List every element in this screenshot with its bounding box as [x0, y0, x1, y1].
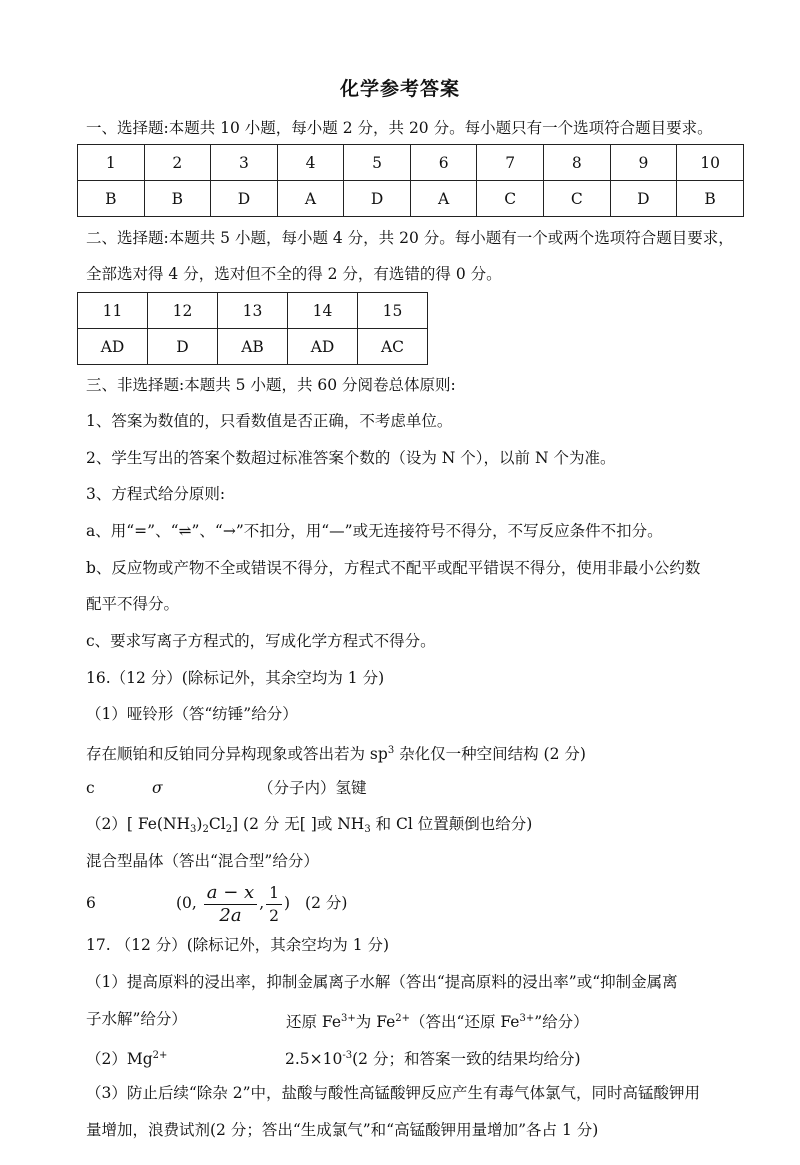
rule-b-line2: 配平不得分。	[86, 595, 180, 613]
subscript: 2	[225, 824, 233, 835]
denominator: 2a	[219, 904, 242, 926]
table-row-numbers	[78, 145, 744, 181]
answer-sigma: σ	[152, 779, 163, 797]
superscript: 3+	[519, 1013, 535, 1024]
text-segment: 和 Cl 位置颠倒也给分)	[370, 815, 533, 833]
text-segment: 存在顺铂和反铂同分异构现象或答出若为 sp	[86, 745, 388, 763]
q17-part3-line2: 量增加，浪费试剂(2 分；答出“生成氯气”和“高锰酸钾用量增加”各占 1 分)	[86, 1121, 599, 1139]
question-number: 6	[410, 145, 477, 181]
question-number: 15	[358, 293, 428, 329]
rule-b-line1: b、反应物或产物不全或错误不得分，方程式不配平或配平错误不得分，使用非最小公约数	[86, 559, 701, 577]
subscript: 2	[202, 824, 209, 835]
text-segment: 还原 Fe	[286, 1013, 342, 1031]
answer-number: 6	[86, 894, 96, 912]
q16-bond-answers	[86, 777, 367, 799]
section3-header: 三、非选择题:本题共 5 小题，共 60 分阅卷总体原则:	[86, 376, 456, 394]
rule-a: a、用“=”、“⇌”、“→”不扣分，用“—”或无连接符号不得分，不写反应条件不扣分。	[86, 522, 663, 540]
reduce-fe-answer	[286, 1008, 589, 1033]
rule-c: c、要求写离子方程式的，写成化学方程式不得分。	[86, 632, 436, 650]
coordinate-expression	[176, 878, 347, 928]
superscript: 3	[387, 745, 395, 756]
section2-header-line2: 全部选对得 4 分，选对但不全的得 2 分，有选错的得 0 分。	[86, 265, 502, 283]
ksp-value	[285, 1045, 581, 1070]
question-number: 14	[288, 293, 358, 329]
numerator: a − x	[204, 882, 257, 905]
answer-cell: AC	[358, 329, 428, 365]
answer-cell: B	[144, 181, 211, 217]
fraction-a-x-2a	[204, 882, 257, 927]
question-number: 1	[78, 145, 145, 181]
question-number: 11	[78, 293, 148, 329]
open-paren: (0,	[176, 894, 197, 912]
text-segment: （2）Mg	[86, 1050, 153, 1068]
subscript: 3	[364, 824, 371, 835]
answer-cell: B	[78, 181, 145, 217]
question-number: 10	[677, 145, 744, 181]
answer-cell: D	[211, 181, 278, 217]
close-paren: )	[284, 894, 291, 912]
answer-cell: AD	[288, 329, 358, 365]
superscript: 3+	[341, 1013, 356, 1024]
text-segment: (2 分；和答案一致的结果均给分)	[352, 1050, 581, 1068]
section1-answer-table	[77, 144, 744, 217]
q17-part1-line1: （1）提高原料的浸出率，抑制金属离子水解（答出“提高原料的浸出率”或“抑制金属离	[86, 973, 678, 991]
superscript: 2+	[395, 1013, 411, 1024]
answer-cell: A	[277, 181, 344, 217]
section2-answer-table	[77, 292, 428, 365]
answer-c: c	[86, 779, 95, 797]
question-number: 12	[148, 293, 218, 329]
question-number: 13	[218, 293, 288, 329]
text-segment: （2）[ Fe(NH	[86, 815, 191, 833]
text-segment: （答出“还原 Fe	[410, 1013, 520, 1031]
answer-cell: C	[477, 181, 544, 217]
table-row-answers	[78, 181, 744, 217]
superscript: -3	[342, 1050, 353, 1061]
question-number: 9	[610, 145, 677, 181]
denominator: 2	[269, 906, 280, 925]
question-number: 8	[544, 145, 611, 181]
text-segment: 为 Fe	[355, 1013, 396, 1031]
fraction-1-2	[266, 882, 282, 927]
text-segment: 子水解”给分）	[86, 1010, 187, 1028]
text-segment: ] (2 分 无[ ]或 NH	[232, 815, 365, 833]
superscript: 2+	[152, 1050, 168, 1061]
answer-cell: D	[344, 181, 411, 217]
table-row-answers	[78, 329, 428, 365]
numerator: 1	[266, 882, 282, 905]
answer-cell: B	[677, 181, 744, 217]
answer-hydrogen-bond: （分子内）氢键	[258, 779, 367, 797]
question-number: 5	[344, 145, 411, 181]
score-note: (2 分)	[305, 894, 348, 912]
q16-isomer-answer	[86, 740, 586, 765]
q17-part3-line1: （3）防止后续“除杂 2”中，盐酸与酸性高锰酸钾反应产生有毒气体氯气，同时高锰酸钾用	[86, 1084, 701, 1102]
question-number: 7	[477, 145, 544, 181]
rule-2: 2、学生写出的答案个数超过标准答案个数的（设为 N 个），以前 N 个为准。	[86, 449, 616, 467]
text-segment: 杂化仅一种空间结构 (2 分)	[394, 745, 586, 763]
page-title: 化学参考答案	[339, 78, 460, 100]
text-segment: 2.5×10	[285, 1050, 343, 1068]
question-number: 3	[211, 145, 278, 181]
section2-header-line1: 二、选择题:本题共 5 小题，每小题 4 分，共 20 分。每小题有一个或两个选项符合题目要求，	[86, 229, 734, 247]
answer-cell: AD	[78, 329, 148, 365]
q16-crystal-type: 混合型晶体（答出“混合型”给分）	[86, 852, 319, 870]
answer-cell: C	[544, 181, 611, 217]
q16-coordinates	[86, 878, 348, 934]
q17-header: 17. （12 分）(除标记外，其余空均为 1 分)	[86, 936, 390, 954]
answer-cell: D	[148, 329, 218, 365]
subscript: 3	[190, 824, 197, 835]
q17-part1-line2	[86, 1008, 589, 1031]
text-segment: Cl	[208, 815, 226, 833]
rule-1: 1、答案为数值的，只看数值是否正确，不考虑单位。	[86, 412, 453, 430]
text-segment: ”给分）	[534, 1013, 589, 1031]
rule-3: 3、方程式给分原则:	[86, 485, 226, 503]
q16-part2-formula	[86, 813, 532, 841]
table-row-numbers	[78, 293, 428, 329]
section1-header: 一、选择题:本题共 10 小题，每小题 2 分，共 20 分。每小题只有一个选项符合题目要求。	[86, 119, 713, 137]
q16-header: 16.（12 分）(除标记外，其余空均为 1 分)	[86, 669, 385, 687]
comma: ,	[259, 894, 265, 912]
answer-cell: AB	[218, 329, 288, 365]
text-segment: )	[196, 815, 203, 833]
q16-part1: （1）哑铃形（答“纺锤”给分）	[86, 705, 298, 723]
question-number: 2	[144, 145, 211, 181]
question-number: 4	[277, 145, 344, 181]
answer-cell: A	[410, 181, 477, 217]
answer-cell: D	[610, 181, 677, 217]
